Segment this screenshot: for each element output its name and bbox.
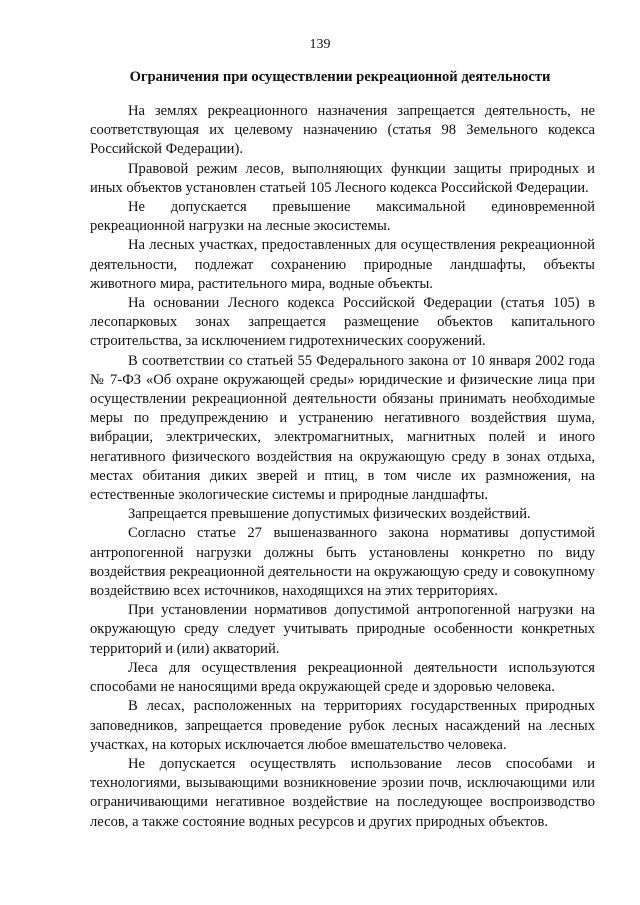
paragraph: В лесах, расположенных на территориях государственных природных заповедников, запрещается проведение рубок лесных насаждений на лесных участках, на которых исключается любое вмешательство человека.	[90, 698, 595, 753]
paragraph: Не допускается осуществлять использование лесов способами и технологиями, вызывающими возникновение эрозии почв, исключающими или ограничивающими негативное воздействие на последующее воспроизводство лесов, а также состояние водных ресурсов и других природных объектов.	[90, 755, 595, 830]
paragraph: Запрещается превышение допустимых физических воздействий.	[128, 506, 531, 523]
paragraph: Леса для осуществления рекреационной деятельности используются способами не наносящими вреда окружающей среде и здоровью человека.	[90, 659, 595, 696]
paragraph: Не допускается превышение максимальной единовременной рекреационной нагрузки на лесные экосистемы.	[90, 199, 595, 235]
paragraph: При установлении нормативов допустимой антропогенной нагрузки на окружающую среду следует учитывать природные особенности конкретных территорий и (или) акваторий.	[90, 602, 595, 657]
paragraph: На основании Лесного кодекса Российской Федерации (статья 105) в лесопарковых зонах запрещается размещение объектов капитального строительства, за исключением гидротехнических сооружений.	[90, 295, 595, 350]
page-number: 139	[309, 37, 331, 52]
body-text	[90, 102, 595, 832]
paragraph: Правовой режим лесов, выполняющих функции защиты природных и иных объектов установлен статьей 105 Лесного кодекса Российской Федерации.	[90, 160, 595, 196]
section-heading: Ограничения при осуществлении рекреационной деятельности	[129, 69, 551, 85]
paragraph: На землях рекреационного назначения запрещается деятельность, не соответствующая их целевому назначению (статья 98 Земельного кодекса Российской Федерации).	[90, 103, 595, 158]
paragraph: В соответствии со статьей 55 Федерального закона от 10 января 2002 года № 7-ФЗ «Об охране окружающей среды» юридические и физические лица при осуществлении рекреационной деятельности обязаны принимать необходимые меры по предупреждению и устранению негативного воздействия шума, вибрации, электрических, электромагнитных, магнитных полей и иного негативного физического воздействия на окружающую среду в зонах отдыха, местах обитания диких зверей и птиц, в том числе их размножения, на естественные экологические системы и природные ландшафты.	[90, 352, 595, 504]
paragraph: Согласно статье 27 вышеназванного закона нормативы допустимой антропогенной нагрузки должны быть установлены конкретно по виду воздействия рекреационной деятельности на окружающую среду и совокупному воздействию всех источников, находящихся на этих территориях.	[90, 525, 595, 600]
paragraph: На лесных участках, предоставленных для осуществления рекреационной деятельности, подлежат сохранению природные ландшафты, объекты животного мира, растительного мира, водные объекты.	[90, 237, 595, 292]
